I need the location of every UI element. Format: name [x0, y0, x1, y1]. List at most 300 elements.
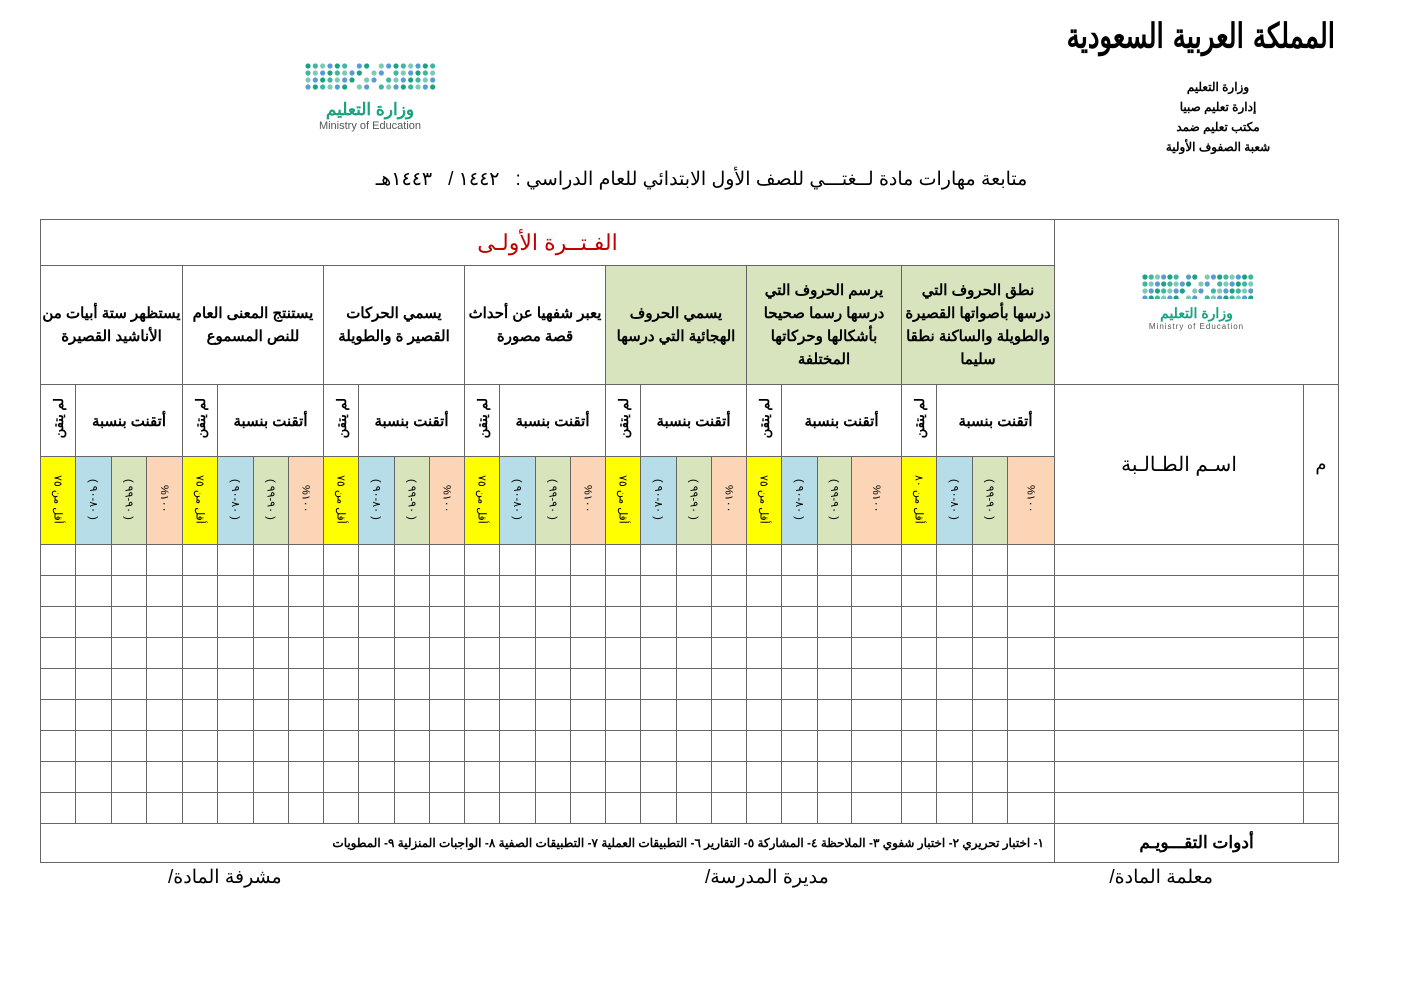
- entry-cell[interactable]: [606, 576, 641, 607]
- entry-cell[interactable]: [430, 545, 465, 576]
- entry-cell[interactable]: [902, 638, 937, 669]
- entry-cell[interactable]: [1008, 731, 1055, 762]
- table-row: [41, 731, 1339, 762]
- entry-cell[interactable]: [430, 793, 465, 824]
- entry-cell[interactable]: [395, 762, 430, 793]
- entry-cell[interactable]: [430, 576, 465, 607]
- entry-cell[interactable]: [147, 793, 183, 824]
- entry-cell[interactable]: [218, 638, 254, 669]
- entry-cell[interactable]: [1008, 607, 1055, 638]
- entry-cell[interactable]: [1008, 545, 1055, 576]
- entry-cell[interactable]: [571, 669, 606, 700]
- entry-cell[interactable]: [782, 793, 818, 824]
- entry-cell[interactable]: [395, 731, 430, 762]
- entry-cell[interactable]: [1008, 762, 1055, 793]
- entry-cell[interactable]: [395, 669, 430, 700]
- entry-cell[interactable]: [641, 607, 677, 638]
- level-80-90: ( ٨٠-٩٠ ): [87, 478, 99, 520]
- entry-cell[interactable]: [183, 638, 218, 669]
- entry-cell[interactable]: [41, 607, 76, 638]
- entry-cell[interactable]: [112, 700, 147, 731]
- entry-cell[interactable]: [606, 545, 641, 576]
- entry-cell[interactable]: [359, 638, 395, 669]
- mastered-header: أتقنت بنسبة: [782, 385, 902, 457]
- entry-cell[interactable]: [937, 607, 973, 638]
- entry-cell[interactable]: [818, 576, 852, 607]
- entry-cell[interactable]: [112, 762, 147, 793]
- entry-cell[interactable]: [1055, 669, 1304, 700]
- logo-cell: وزارة التعليم Ministry of Education: [1055, 220, 1339, 385]
- entry-cell[interactable]: [500, 762, 536, 793]
- entry-cell[interactable]: [289, 576, 324, 607]
- entry-cell[interactable]: [1304, 731, 1339, 762]
- entry-cell[interactable]: [359, 762, 395, 793]
- entry-cell[interactable]: [712, 700, 747, 731]
- entry-cell[interactable]: [1008, 669, 1055, 700]
- entry-cell[interactable]: [902, 700, 937, 731]
- entry-cell[interactable]: [147, 700, 183, 731]
- entry-cell[interactable]: [712, 762, 747, 793]
- entry-cell[interactable]: [536, 545, 571, 576]
- entry-cell[interactable]: [147, 576, 183, 607]
- entry-cell[interactable]: [712, 607, 747, 638]
- skill-header: يرسم الحروف التي درسها رسما صحيحا بأشكالها وحركاتها المختلفة: [747, 266, 902, 385]
- entry-cell[interactable]: [747, 793, 782, 824]
- entry-cell[interactable]: [747, 545, 782, 576]
- entry-cell[interactable]: [254, 700, 289, 731]
- entry-cell[interactable]: [852, 607, 902, 638]
- entry-cell[interactable]: [112, 576, 147, 607]
- entry-cell[interactable]: [76, 731, 112, 762]
- tools-label: أدوات التقـــويـم: [1055, 824, 1339, 863]
- entry-cell[interactable]: [395, 700, 430, 731]
- entry-cell[interactable]: [641, 669, 677, 700]
- entry-cell[interactable]: [76, 700, 112, 731]
- entry-cell[interactable]: [818, 669, 852, 700]
- entry-cell[interactable]: [536, 669, 571, 700]
- entry-cell[interactable]: [41, 669, 76, 700]
- level-90-99: ( ٩٠-٩٩ ): [405, 478, 418, 520]
- entry-cell[interactable]: [359, 731, 395, 762]
- entry-cell[interactable]: [41, 700, 76, 731]
- entry-cell[interactable]: [289, 731, 324, 762]
- entry-cell[interactable]: [536, 762, 571, 793]
- entry-cell[interactable]: [818, 700, 852, 731]
- entry-cell[interactable]: [465, 731, 500, 762]
- entry-cell[interactable]: [1008, 576, 1055, 607]
- entry-cell[interactable]: [677, 545, 712, 576]
- entry-cell[interactable]: [112, 793, 147, 824]
- entry-cell[interactable]: [218, 545, 254, 576]
- entry-cell[interactable]: [465, 638, 500, 669]
- entry-cell[interactable]: [324, 700, 359, 731]
- entry-cell[interactable]: [1055, 638, 1304, 669]
- entry-cell[interactable]: [606, 793, 641, 824]
- entry-cell[interactable]: [852, 638, 902, 669]
- entry-cell[interactable]: [782, 607, 818, 638]
- entry-cell[interactable]: [677, 669, 712, 700]
- entry-cell[interactable]: [782, 576, 818, 607]
- entry-cell[interactable]: [324, 576, 359, 607]
- entry-cell[interactable]: [254, 545, 289, 576]
- entry-cell[interactable]: [218, 607, 254, 638]
- entry-cell[interactable]: [937, 731, 973, 762]
- entry-cell[interactable]: [747, 576, 782, 607]
- entry-cell[interactable]: [747, 607, 782, 638]
- entry-cell[interactable]: [254, 731, 289, 762]
- entry-cell[interactable]: [818, 638, 852, 669]
- entry-cell[interactable]: [289, 793, 324, 824]
- entry-cell[interactable]: [147, 545, 183, 576]
- entry-cell[interactable]: [973, 793, 1008, 824]
- entry-cell[interactable]: [641, 762, 677, 793]
- entry-cell[interactable]: [147, 638, 183, 669]
- entry-cell[interactable]: [465, 545, 500, 576]
- entry-cell[interactable]: [76, 576, 112, 607]
- entry-cell[interactable]: [818, 545, 852, 576]
- entry-cell[interactable]: [571, 638, 606, 669]
- entry-cell[interactable]: [782, 545, 818, 576]
- entry-cell[interactable]: [1055, 607, 1304, 638]
- page-title: متابعة مهارات مادة لــغتـــي للصف الأول الابتدائي للعام الدراسي :١٤٤٢ /١٤٤٣هـ: [375, 169, 1028, 190]
- entry-cell[interactable]: [76, 638, 112, 669]
- entry-cell[interactable]: [852, 669, 902, 700]
- entry-cell[interactable]: [183, 700, 218, 731]
- entry-cell[interactable]: [41, 793, 76, 824]
- entry-cell[interactable]: [973, 731, 1008, 762]
- entry-cell[interactable]: [747, 731, 782, 762]
- entry-cell[interactable]: [973, 545, 1008, 576]
- entry-cell[interactable]: [112, 638, 147, 669]
- entry-cell[interactable]: [359, 607, 395, 638]
- entry-cell[interactable]: [324, 669, 359, 700]
- entry-cell[interactable]: [76, 762, 112, 793]
- entry-cell[interactable]: [112, 669, 147, 700]
- entry-cell[interactable]: [606, 638, 641, 669]
- entry-cell[interactable]: [641, 638, 677, 669]
- entry-cell[interactable]: [712, 576, 747, 607]
- teacher-signature: معلمة المادة/: [1109, 867, 1213, 888]
- entry-cell[interactable]: [41, 545, 76, 576]
- entry-cell[interactable]: [289, 700, 324, 731]
- entry-cell[interactable]: [852, 731, 902, 762]
- entry-cell[interactable]: [112, 545, 147, 576]
- entry-cell[interactable]: [218, 793, 254, 824]
- entry-cell[interactable]: [500, 545, 536, 576]
- entry-cell[interactable]: [500, 607, 536, 638]
- entry-cell[interactable]: [76, 545, 112, 576]
- entry-cell[interactable]: [677, 793, 712, 824]
- entry-cell[interactable]: [536, 700, 571, 731]
- entry-cell[interactable]: [465, 793, 500, 824]
- entry-cell[interactable]: [677, 731, 712, 762]
- entry-cell[interactable]: [571, 762, 606, 793]
- entry-cell[interactable]: [937, 669, 973, 700]
- entry-cell[interactable]: [395, 545, 430, 576]
- entry-cell[interactable]: [254, 638, 289, 669]
- ministry-logo: وزارة التعليم Ministry of Education: [300, 62, 440, 132]
- entry-cell[interactable]: [641, 545, 677, 576]
- entry-cell[interactable]: [324, 762, 359, 793]
- entry-cell[interactable]: [782, 762, 818, 793]
- level-90-99: ( ٩٠-٩٩ ): [828, 478, 840, 520]
- entry-cell[interactable]: [937, 793, 973, 824]
- entry-cell[interactable]: [937, 638, 973, 669]
- level-100: ١٠٠%: [722, 485, 735, 513]
- entry-cell[interactable]: [500, 669, 536, 700]
- entry-cell[interactable]: [76, 793, 112, 824]
- entry-cell[interactable]: [359, 545, 395, 576]
- entry-cell[interactable]: [852, 576, 902, 607]
- entry-cell[interactable]: [818, 762, 852, 793]
- entry-cell[interactable]: [641, 700, 677, 731]
- entry-cell[interactable]: [571, 576, 606, 607]
- entry-cell[interactable]: [818, 607, 852, 638]
- entry-cell[interactable]: [1055, 731, 1304, 762]
- entry-cell[interactable]: [1304, 762, 1339, 793]
- entry-cell[interactable]: [183, 793, 218, 824]
- entry-cell[interactable]: [782, 669, 818, 700]
- entry-cell[interactable]: [254, 669, 289, 700]
- not-mastered-header: لم يتقن: [50, 398, 66, 439]
- entry-cell[interactable]: [937, 700, 973, 731]
- entry-cell[interactable]: [712, 793, 747, 824]
- entry-cell[interactable]: [218, 669, 254, 700]
- entry-cell[interactable]: [1008, 700, 1055, 731]
- entry-cell[interactable]: [902, 545, 937, 576]
- entry-cell[interactable]: [76, 607, 112, 638]
- entry-cell[interactable]: [147, 607, 183, 638]
- entry-cell[interactable]: [677, 607, 712, 638]
- entry-cell[interactable]: [1304, 638, 1339, 669]
- entry-cell[interactable]: [147, 762, 183, 793]
- entry-cell[interactable]: [218, 762, 254, 793]
- entry-cell[interactable]: [324, 731, 359, 762]
- entry-cell[interactable]: [183, 607, 218, 638]
- entry-cell[interactable]: [536, 731, 571, 762]
- entry-cell[interactable]: [571, 700, 606, 731]
- entry-cell[interactable]: [747, 638, 782, 669]
- entry-cell[interactable]: [1304, 545, 1339, 576]
- entry-cell[interactable]: [430, 731, 465, 762]
- entry-cell[interactable]: [41, 576, 76, 607]
- entry-cell[interactable]: [747, 700, 782, 731]
- skills-table: [40, 219, 1339, 863]
- entry-cell[interactable]: [852, 545, 902, 576]
- entry-cell[interactable]: [852, 762, 902, 793]
- skill-header: يسمي الحروف الهجائية التي درسها: [606, 266, 747, 385]
- entry-cell[interactable]: [606, 700, 641, 731]
- entry-cell[interactable]: [606, 669, 641, 700]
- entry-cell[interactable]: [852, 793, 902, 824]
- entry-cell[interactable]: [359, 793, 395, 824]
- entry-cell[interactable]: [902, 607, 937, 638]
- entry-cell[interactable]: [902, 762, 937, 793]
- entry-cell[interactable]: [465, 669, 500, 700]
- entry-cell[interactable]: [712, 638, 747, 669]
- entry-cell[interactable]: [937, 545, 973, 576]
- entry-cell[interactable]: [218, 576, 254, 607]
- entry-cell[interactable]: [183, 762, 218, 793]
- assessment-tools: ١- اختبار تحريري ٢- اختبار شفوي ٣- الملاحظة ٤- المشاركة ٥- التقارير ٦- التطبيقات العملية ٧- التطبيقات الصفية ٨- الواجبات المنزلية ٩- المطويات: [41, 824, 1055, 863]
- entry-cell[interactable]: [1304, 607, 1339, 638]
- not-mastered-header: لم يتقن: [911, 398, 927, 439]
- entry-cell[interactable]: [324, 793, 359, 824]
- entry-cell[interactable]: [1008, 793, 1055, 824]
- entry-cell[interactable]: [677, 700, 712, 731]
- entry-cell[interactable]: [852, 700, 902, 731]
- entry-cell[interactable]: [571, 731, 606, 762]
- entry-cell[interactable]: [500, 700, 536, 731]
- entry-cell[interactable]: [465, 607, 500, 638]
- period-title: الفـتــرة الأولـى: [41, 220, 1055, 266]
- entry-cell[interactable]: [430, 638, 465, 669]
- level-80-90: ( ٨٠-٩٠ ): [370, 478, 382, 520]
- entry-cell[interactable]: [41, 762, 76, 793]
- entry-cell[interactable]: [218, 731, 254, 762]
- entry-cell[interactable]: [571, 545, 606, 576]
- entry-cell[interactable]: [937, 576, 973, 607]
- entry-cell[interactable]: [500, 793, 536, 824]
- entry-cell[interactable]: [395, 576, 430, 607]
- entry-cell[interactable]: [973, 638, 1008, 669]
- entry-cell[interactable]: [973, 762, 1008, 793]
- entry-cell[interactable]: [218, 700, 254, 731]
- entry-cell[interactable]: [395, 793, 430, 824]
- entry-cell[interactable]: [677, 638, 712, 669]
- section-line: شعبة الصفوف الأولية: [1165, 140, 1271, 154]
- entry-cell[interactable]: [112, 731, 147, 762]
- entry-cell[interactable]: [465, 576, 500, 607]
- entry-cell[interactable]: [973, 669, 1008, 700]
- entry-cell[interactable]: [430, 700, 465, 731]
- entry-cell[interactable]: [359, 700, 395, 731]
- entry-cell[interactable]: [902, 669, 937, 700]
- entry-cell[interactable]: [902, 793, 937, 824]
- entry-cell[interactable]: [76, 669, 112, 700]
- entry-cell[interactable]: [430, 762, 465, 793]
- entry-cell[interactable]: [465, 700, 500, 731]
- entry-cell[interactable]: [606, 731, 641, 762]
- entry-cell[interactable]: [1304, 576, 1339, 607]
- entry-cell[interactable]: [818, 793, 852, 824]
- entry-cell[interactable]: [395, 638, 430, 669]
- entry-cell[interactable]: [1304, 669, 1339, 700]
- entry-cell[interactable]: [782, 638, 818, 669]
- entry-cell[interactable]: [147, 669, 183, 700]
- entry-cell[interactable]: [606, 762, 641, 793]
- entry-cell[interactable]: [536, 638, 571, 669]
- entry-cell[interactable]: [536, 576, 571, 607]
- entry-cell[interactable]: [183, 669, 218, 700]
- entry-cell[interactable]: [641, 576, 677, 607]
- entry-cell[interactable]: [747, 669, 782, 700]
- entry-cell[interactable]: [818, 731, 852, 762]
- entry-cell[interactable]: [254, 762, 289, 793]
- entry-cell[interactable]: [1055, 576, 1304, 607]
- entry-cell[interactable]: [289, 762, 324, 793]
- entry-cell[interactable]: [465, 762, 500, 793]
- entry-cell[interactable]: [254, 576, 289, 607]
- entry-cell[interactable]: [641, 793, 677, 824]
- entry-cell[interactable]: [571, 607, 606, 638]
- entry-cell[interactable]: [183, 545, 218, 576]
- entry-cell[interactable]: [973, 576, 1008, 607]
- entry-cell[interactable]: [359, 576, 395, 607]
- entry-cell[interactable]: [973, 607, 1008, 638]
- entry-cell[interactable]: [254, 793, 289, 824]
- entry-cell[interactable]: [289, 545, 324, 576]
- entry-cell[interactable]: [112, 607, 147, 638]
- level-100: ١٠٠%: [440, 485, 453, 513]
- not-mastered-header: لم يتقن: [756, 398, 772, 439]
- entry-cell[interactable]: [1055, 762, 1304, 793]
- entry-cell[interactable]: [973, 700, 1008, 731]
- entry-cell[interactable]: [147, 731, 183, 762]
- entry-cell[interactable]: [677, 576, 712, 607]
- entry-cell[interactable]: [1055, 700, 1304, 731]
- entry-cell[interactable]: [500, 576, 536, 607]
- entry-cell[interactable]: [606, 607, 641, 638]
- not-mastered-header: لم يتقن: [474, 398, 490, 439]
- entry-cell[interactable]: [712, 545, 747, 576]
- entry-cell[interactable]: [712, 669, 747, 700]
- mastered-header: أتقنت بنسبة: [76, 385, 183, 457]
- entry-cell[interactable]: [41, 731, 76, 762]
- entry-cell[interactable]: [183, 731, 218, 762]
- entry-cell[interactable]: [1055, 545, 1304, 576]
- entry-cell[interactable]: [324, 545, 359, 576]
- entry-cell[interactable]: [1055, 793, 1304, 824]
- skill-header: يستنتج المعنى العام للنص المسموع: [183, 266, 324, 385]
- entry-cell[interactable]: [254, 607, 289, 638]
- entry-cell[interactable]: [289, 607, 324, 638]
- entry-cell[interactable]: [1008, 638, 1055, 669]
- entry-cell[interactable]: [1304, 700, 1339, 731]
- entry-cell[interactable]: [902, 576, 937, 607]
- entry-cell[interactable]: [712, 731, 747, 762]
- entry-cell[interactable]: [430, 669, 465, 700]
- entry-cell[interactable]: [747, 762, 782, 793]
- entry-cell[interactable]: [324, 607, 359, 638]
- entry-cell[interactable]: [289, 669, 324, 700]
- entry-cell[interactable]: [782, 700, 818, 731]
- entry-cell[interactable]: [359, 669, 395, 700]
- entry-cell[interactable]: [677, 762, 712, 793]
- entry-cell[interactable]: [937, 762, 973, 793]
- entry-cell[interactable]: [782, 731, 818, 762]
- entry-cell[interactable]: [289, 638, 324, 669]
- entry-cell[interactable]: [536, 607, 571, 638]
- entry-cell[interactable]: [641, 731, 677, 762]
- entry-cell[interactable]: [571, 793, 606, 824]
- entry-cell[interactable]: [902, 731, 937, 762]
- level-90-99: ( ٩٠-٩٩ ): [264, 478, 277, 520]
- entry-cell[interactable]: [324, 638, 359, 669]
- kingdom-calligraphy: المملكة العربية السعودية: [1066, 17, 1335, 57]
- entry-cell[interactable]: [1304, 793, 1339, 824]
- entry-cell[interactable]: [41, 638, 76, 669]
- entry-cell[interactable]: [395, 607, 430, 638]
- entry-cell[interactable]: [500, 638, 536, 669]
- entry-cell[interactable]: [536, 793, 571, 824]
- entry-cell[interactable]: [430, 607, 465, 638]
- entry-cell[interactable]: [183, 576, 218, 607]
- level-below: أقل من ٧٥: [757, 474, 770, 524]
- level-below: أقل من ٨٠: [912, 474, 925, 524]
- level-below: أقل من ٧٥: [193, 474, 206, 524]
- entry-cell[interactable]: [500, 731, 536, 762]
